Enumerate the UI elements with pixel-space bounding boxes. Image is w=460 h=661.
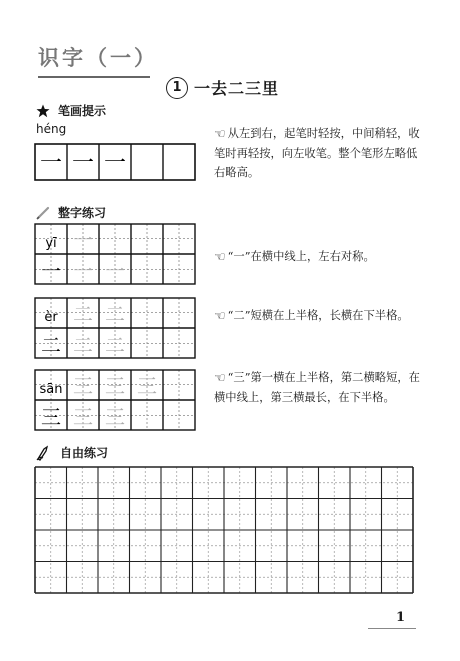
stroke-pinyin: héng	[36, 122, 67, 136]
char-practice-label: 整字练习	[58, 206, 107, 220]
model-character: 一	[41, 259, 61, 283]
free-practice-label: 自由练习	[60, 446, 109, 460]
practice-grid-san	[34, 369, 196, 431]
practice-pinyin: sān	[39, 382, 63, 397]
lesson-header	[166, 76, 279, 99]
section-title: 识字（一）	[38, 46, 158, 70]
pointing-hand-icon: ☜	[214, 127, 226, 142]
trace-character: 三	[73, 405, 93, 429]
trace-character: 三	[137, 374, 157, 398]
practice-note-text: “三”第一横在上半格，第二横略短，在横中线上，第三横最长，在下半格。	[214, 371, 420, 404]
writing-brush-icon	[36, 445, 52, 461]
star-icon	[36, 104, 50, 118]
trace-character: 三	[105, 405, 125, 429]
stroke-sample: 一	[103, 151, 127, 176]
model-character: 三	[41, 405, 61, 429]
pointing-hand-icon: ☜	[214, 309, 226, 324]
trace-character: 二	[73, 333, 93, 357]
char-practice-heading	[36, 204, 106, 221]
practice-grid-er	[34, 297, 196, 359]
stroke-tips-heading	[36, 102, 106, 119]
trace-character: 三	[105, 374, 125, 398]
stroke-tip-text: 从左到右，起笔时轻按，中间稍轻，收笔时再轻按，向左收笔。整个笔形左略低右略高。	[214, 127, 420, 179]
lesson-title: 一去二三里	[194, 79, 280, 98]
stroke-tips-label: 笔画提示	[58, 104, 107, 118]
pointing-hand-icon: ☜	[214, 371, 226, 386]
free-practice-heading	[36, 444, 108, 461]
lesson-number: 1	[166, 77, 188, 99]
pointing-hand-icon: ☜	[214, 250, 226, 265]
practice-note-yi	[214, 247, 426, 267]
pencil-icon	[36, 206, 50, 220]
page-number-rule	[368, 628, 416, 629]
trace-character: 二	[105, 302, 125, 326]
trace-character: 二	[105, 333, 125, 357]
page-number: 1	[396, 610, 406, 625]
practice-note-text: “二”短横在上半格，长横在下半格。	[227, 309, 409, 322]
practice-pinyin: èr	[44, 310, 58, 325]
stroke-sample: 一	[71, 151, 95, 176]
trace-character: 二	[73, 302, 93, 326]
trace-character: 一	[105, 259, 125, 283]
free-practice-grid[interactable]	[34, 466, 414, 594]
model-character: 二	[41, 333, 61, 357]
trace-character: 一	[73, 259, 93, 283]
trace-character: 一	[73, 228, 93, 252]
stroke-boxes	[34, 143, 196, 181]
practice-note-san	[214, 368, 426, 407]
practice-pinyin: yī	[45, 236, 57, 251]
practice-note-text: “一”在横中线上，左右对称。	[227, 250, 375, 263]
stroke-sample: 一	[39, 151, 63, 176]
practice-note-er	[214, 306, 426, 326]
trace-character: 三	[73, 374, 93, 398]
section-title-underline	[38, 76, 150, 78]
practice-grid-yi	[34, 223, 196, 285]
stroke-tip-note	[214, 124, 426, 182]
